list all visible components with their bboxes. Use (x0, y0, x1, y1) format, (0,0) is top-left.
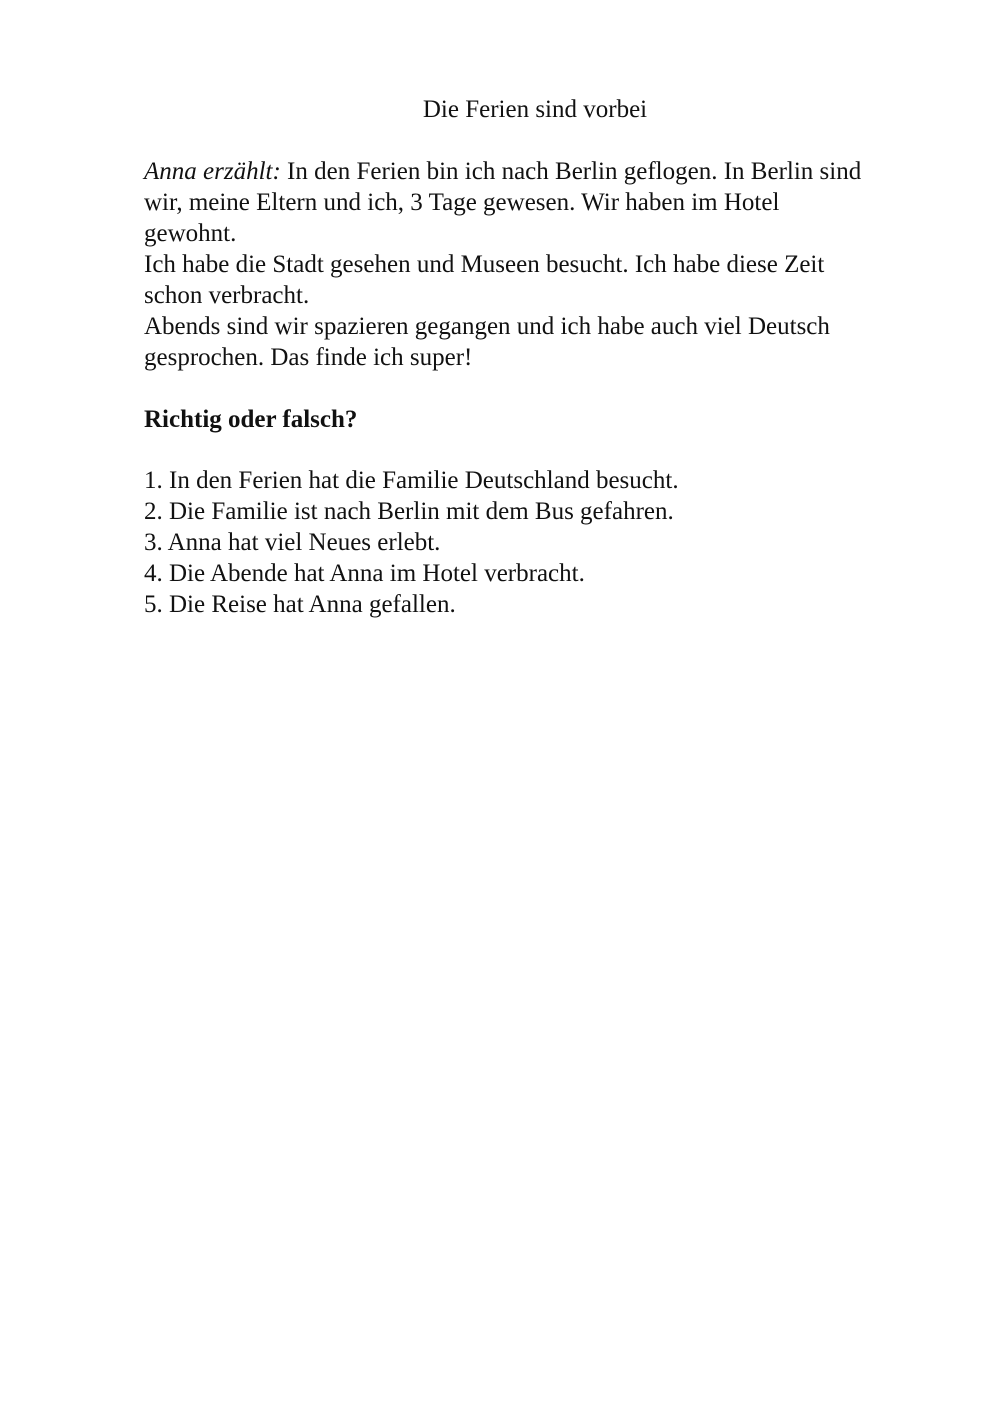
story-line: gesprochen. Das finde ich super! (144, 344, 473, 371)
statement-list (144, 465, 934, 620)
statement-item: 5. Die Reise hat Anna gefallen. (144, 591, 456, 618)
story-line (144, 156, 934, 187)
story-line: schon verbracht. (144, 282, 310, 309)
story-speaker: Anna erzählt: (144, 158, 281, 185)
task-heading: Richtig oder falsch? (144, 406, 358, 433)
page-title: Die Ferien sind vorbei (422, 96, 648, 123)
story-line: wir, meine Eltern und ich, 3 Tage gewesen. Wir haben im Hotel (144, 189, 780, 216)
statement-item: 1. In den Ferien hat die Familie Deutschland besucht. (144, 467, 679, 494)
story-line-text: In den Ferien bin ich nach Berlin geflogen. In Berlin sind (280, 158, 862, 185)
story-line: gewohnt. (144, 220, 237, 247)
statement-item: 4. Die Abende hat Anna im Hotel verbracht. (144, 560, 585, 587)
story-line: Ich habe die Stadt gesehen und Museen besucht. Ich habe diese Zeit (144, 251, 825, 278)
statement-item: 3. Anna hat viel Neues erlebt. (144, 529, 441, 556)
story-paragraph (144, 156, 934, 373)
statement-item: 2. Die Familie ist nach Berlin mit dem Bus gefahren. (144, 498, 674, 525)
story-line: Abends sind wir spazieren gegangen und ich habe auch viel Deutsch (144, 313, 830, 340)
